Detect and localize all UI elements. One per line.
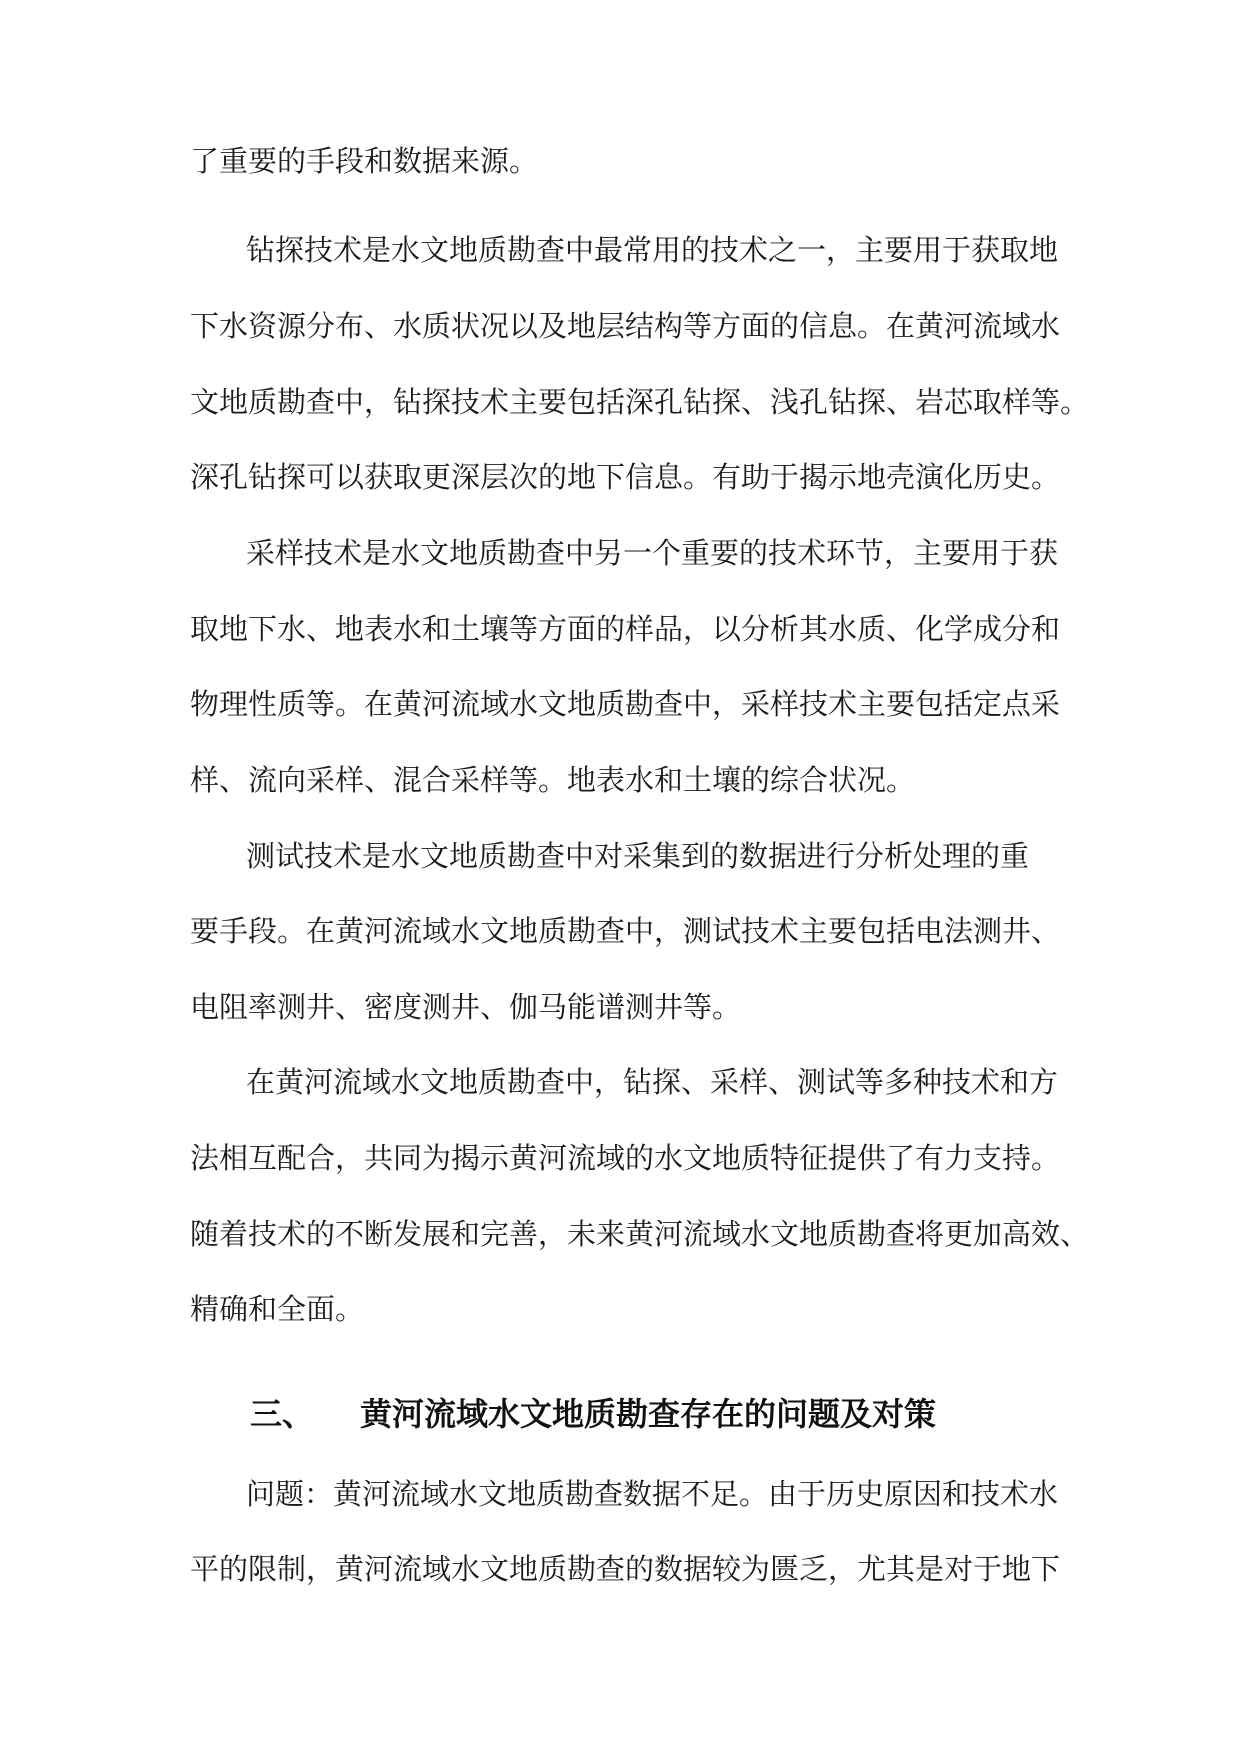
text-line: 下水资源分布、水质状况以及地层结构等方面的信息。在黄河流域水 (190, 309, 1061, 343)
section-heading (250, 1392, 936, 1436)
text-line: 物理性质等。在黄河流域水文地质勘查中，采样技术主要包括定点采 (190, 687, 1061, 721)
paragraph-summary-line-1: 在黄河流域水文地质勘查中，钻探、采样、测试等多种技术和方 (246, 1065, 1059, 1099)
section-title: 黄河流域水文地质勘查存在的问题及对策 (360, 1395, 937, 1433)
text-line: 取地下水、地表水和土壤等方面的样品，以分析其水质、化学成分和 (190, 612, 1061, 646)
paragraph-testing-line-1: 测试技术是水文地质勘查中对采集到的数据进行分析处理的重 (246, 839, 1030, 873)
section-number: 三、 (250, 1395, 315, 1433)
text-line: 精确和全面。 (190, 1292, 365, 1326)
text-line: 法相互配合，共同为揭示黄河流域的水文地质特征提供了有力支持。 (190, 1141, 1061, 1175)
paragraph-problem-line-1: 问题：黄河流域水文地质勘查数据不足。由于历史原因和技术水 (246, 1477, 1059, 1511)
text-line: 要手段。在黄河流域水文地质勘查中，测试技术主要包括电法测井、 (190, 914, 1061, 948)
text-line: 随着技术的不断发展和完善，未来黄河流域水文地质勘查将更加高效、 (190, 1217, 1090, 1251)
paragraph-sampling-line-1: 采样技术是水文地质勘查中另一个重要的技术环节，主要用于获 (246, 536, 1059, 570)
text-line: 了重要的手段和数据来源。 (190, 144, 539, 178)
text-line: 平的限制，黄河流域水文地质勘查的数据较为匮乏，尤其是对于地下 (190, 1552, 1061, 1586)
text-line: 深孔钻探可以获取更深层次的地下信息。有助于揭示地壳演化历史。 (190, 460, 1061, 494)
text-line: 文地质勘查中，钻探技术主要包括深孔钻探、浅孔钻探、岩芯取样等。 (190, 385, 1090, 419)
text-line: 电阻率测井、密度测井、伽马能谱测井等。 (190, 990, 742, 1024)
text-line: 样、流向采样、混合采样等。地表水和土壤的综合状况。 (190, 763, 916, 797)
paragraph-drilling-line-1: 钻探技术是水文地质勘查中最常用的技术之一，主要用于获取地 (246, 233, 1059, 267)
